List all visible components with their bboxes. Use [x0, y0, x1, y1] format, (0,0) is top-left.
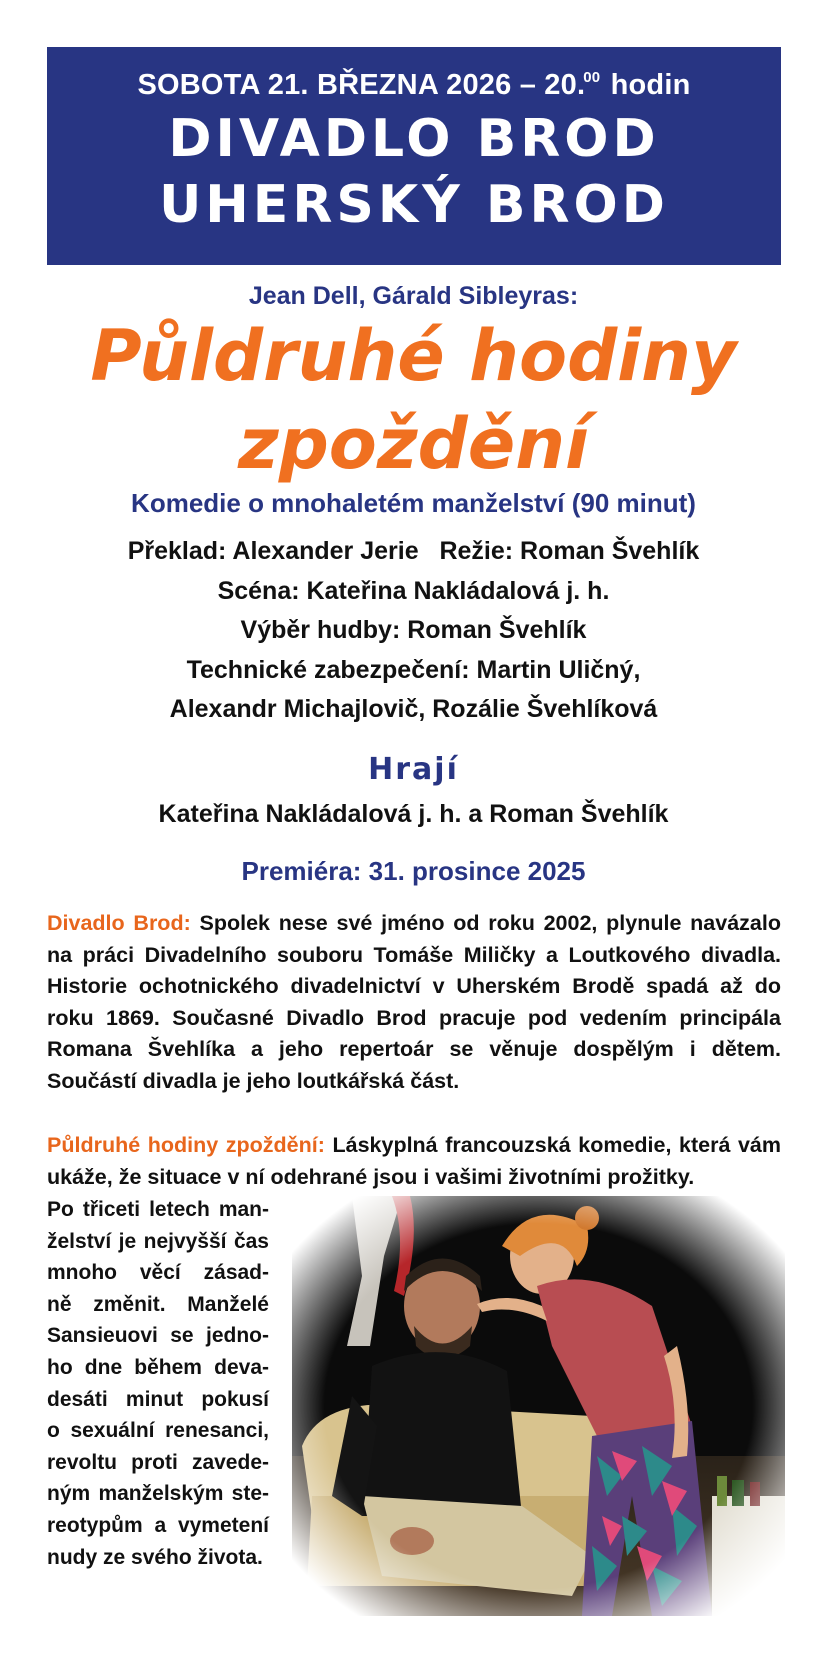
credits-list	[0, 532, 827, 730]
event-time-unit: hodin	[602, 69, 691, 101]
text-line: ně změnit. Manželé	[47, 1292, 269, 1316]
credit-line: Alexandr Michajlovič, Rozálie Švehlíková	[169, 695, 658, 723]
text-line: mnoho věcí zásad-	[47, 1261, 269, 1285]
credit-line: Překlad: Alexander Jerie Režie: Roman Švehlík	[127, 537, 700, 565]
play-description-continued	[47, 1194, 269, 1573]
header-banner	[47, 47, 781, 265]
stage-photo	[292, 1196, 785, 1616]
text-line: želství je nejvyšší čas	[47, 1229, 269, 1253]
text-line: Sansieuovi se jedno-	[47, 1324, 269, 1348]
theatre-description-text: Spolek nese své jméno od roku 2002, plynule navázalo na práci Divadelního souboru Tomáše Miličky a Loutkového divadla. Historie ochotnického divadelnictví v Uherském Brodě spadá až do roku 1869. Současné Divadlo Brod pracuje pod vedením principála Romana Švehlíka a jeho repertoár se věnuje dospělým i dětem. Součástí divadla je jeho loutkářská část.	[47, 911, 781, 1093]
event-date-main: SOBOTA 21. BŘEZNA 2026 – 20.	[137, 69, 586, 101]
play-title-line1: Půldruhé hodiny	[90, 315, 737, 397]
play-title-line2: zpoždění	[237, 403, 590, 485]
play-description-text: Láskyplná francouzská komedie, která vám ukáže, že situace v ní odehrané jsou i vašimi životními prožitky.	[47, 1133, 782, 1189]
event-date	[47, 69, 781, 102]
theatre-description	[47, 908, 781, 1098]
text-line: revoltu proti zavede-	[47, 1450, 269, 1474]
venue-name: DIVADLO BROD	[168, 109, 660, 169]
text-line: o sexuální renesanci,	[47, 1419, 269, 1443]
cast-names: Kateřina Nakládalová j. h. a Roman Švehlík	[158, 800, 669, 828]
play-description	[47, 1130, 781, 1193]
credit-line: Scéna: Kateřina Nakládalová j. h.	[217, 576, 610, 605]
premiere-date: Premiéra: 31. prosince 2025	[241, 856, 586, 886]
credit-line: Technické zabezpečení: Martin Uličný,	[186, 655, 641, 684]
text-line: desáti minut pokusí	[47, 1387, 269, 1411]
stage-photo-illustration	[292, 1196, 785, 1616]
cast-heading: Hrají	[368, 752, 459, 787]
play-authors: Jean Dell, Gárald Sibleyras:	[248, 282, 579, 310]
text-line: Po třiceti letech man-	[47, 1198, 269, 1221]
event-time-minutes: 00	[583, 69, 601, 86]
play-title	[0, 312, 827, 488]
play-description-lead: Půldruhé hodiny zpoždění:	[47, 1133, 325, 1157]
play-subtitle: Komedie o mnohaletém manželství (90 minut)	[131, 488, 696, 518]
theatre-description-lead: Divadlo Brod:	[47, 911, 191, 935]
text-line: ho dne během deva-	[47, 1355, 269, 1379]
text-line: reotypům a vymetení	[47, 1513, 269, 1537]
credit-line: Výběr hudby: Roman Švehlík	[240, 616, 587, 644]
venue-town: UHERSKÝ BROD	[159, 175, 669, 235]
text-line: ným manželským ste-	[47, 1482, 269, 1506]
text-line: nudy ze svého života.	[47, 1545, 263, 1569]
